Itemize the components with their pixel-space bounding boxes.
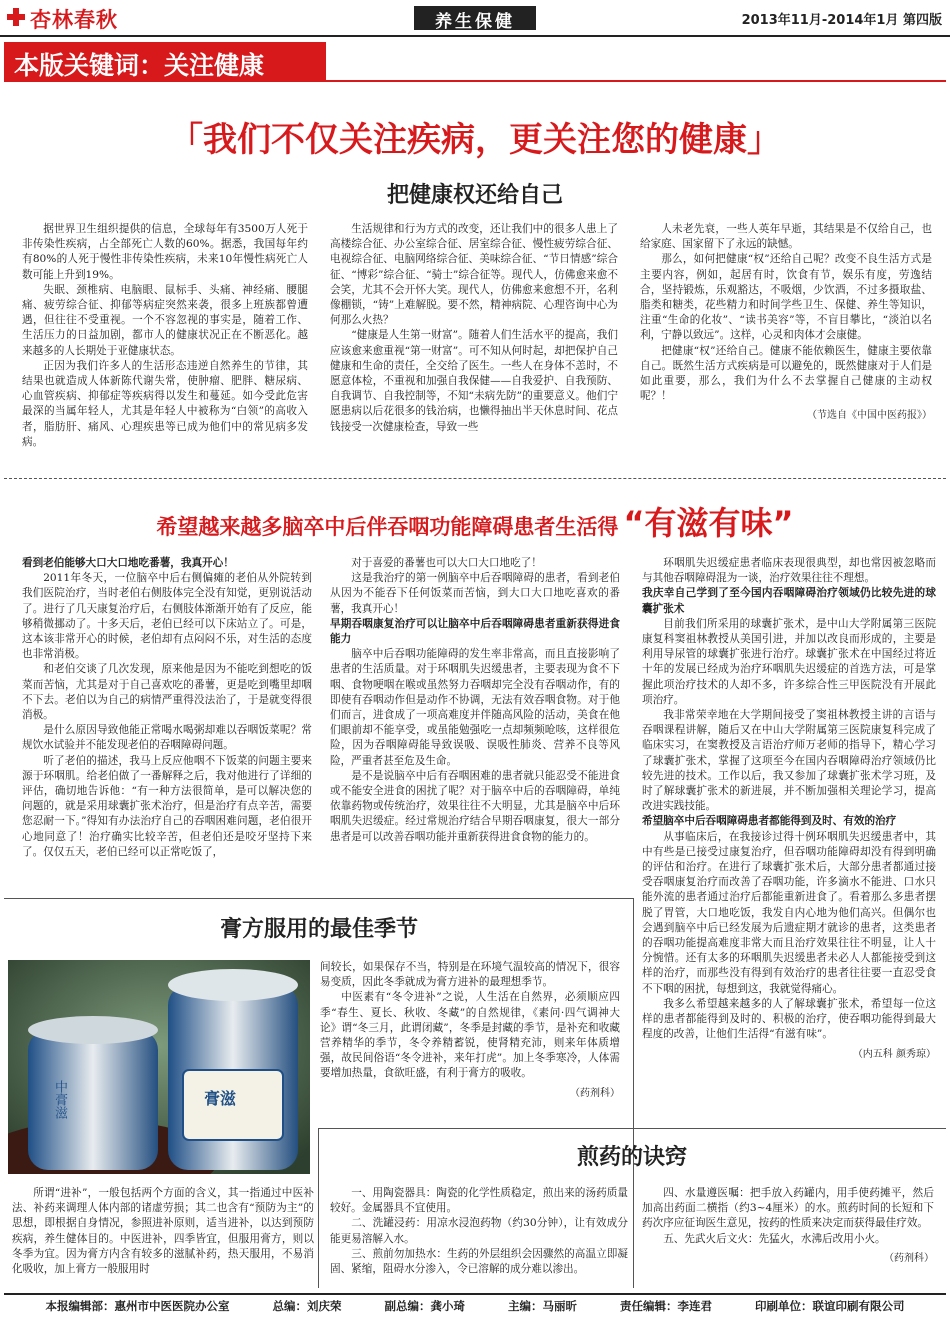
paragraph: 正因为我们许多人的生活形态违逆自然养生的节律，其结果也就造成人体新陈代谢失常，使肿瘤、肥胖、糖尿病、心血管疾病、抑郁症等疾病得以发生和蔓延。如今受此危害最深的当属年轻人，尤其是年轻人中被称为“白领”的高收入者，脂肪肝、痛风、心理疾患等已成为他们中的常见病多发病。 <box>22 359 308 448</box>
paragraph: 听了老伯的描述，我马上反应他咽不下饭菜的问题主要来源于环咽肌。给老伯做了一番解释之后，我对他进行了详细的评估，确切地告诉他：“有一种方法很简单，是可以解决您的问题的，就是采用球囊扩张术治疗，但是治疗有点辛苦，需要您忍耐一下。”得知有办法治疗自己的吞咽困难问题，老伯很开心地同意了！治疗确实比较辛苦，但老伯还是咬牙坚持下来了。仅仅五天，老伯已经可以正常吃饭了， <box>22 754 312 858</box>
footer-resp-editor: 责任编辑：李连君 <box>620 1299 712 1313</box>
paragraph: 对于喜爱的番薯也可以大口大口地吃了！ <box>351 557 542 569</box>
article1-source: （节选自《中国中医药报》） <box>807 410 932 422</box>
footer <box>0 1298 950 1316</box>
paragraph: 那么，如何把健康“权”还给自己呢？改变不良生活方式是主要内容，例如，起居有时，饮食有节，娱乐有度，劳逸结合，坚持锻炼，乐观豁达，不吸烟，少饮酒，不过多摄取盐、脂类和糖类，花些精力和时间学些卫生、保健、养生等知识，注重“生命的化妆”、“读书美容”等，不盲目攀比，“淡泊以名利，宁静以致远”。这样，心灵和肉体才会康健。 <box>640 253 932 342</box>
masthead-rule <box>0 35 950 37</box>
article1-col3 <box>640 222 932 462</box>
article2-col3 <box>642 556 936 1106</box>
article2-col2 <box>330 556 620 892</box>
keyword-text: 本版关键词：关注健康 <box>14 51 265 80</box>
article4-col2 <box>642 1186 934 1286</box>
paragraph: 中医素有“冬令进补”之说，人生活在自然界，必须顺应四季“春生、夏长、秋收、冬藏”的自然规律，《素问·四气调神大论》谓“冬三月，此谓闭藏”，冬季是封藏的季节，是补充和收藏营养精华的季节，冬令养精蓄锐，使肾精充沛，则来年体质增强，故民间俗语“冬令进补，来年打虎”。加上冬季寒冷，人体需要增加热量，食欲旺盛，有利于膏方的吸收。 <box>320 991 620 1080</box>
paragraph: 脑卒中后吞咽功能障碍的发生率非常高，而且直接影响了患者的生活质量。对于环咽肌失迟缓患者，主要表现为食不下咽、食物哽咽在喉或虽然努力吞咽却完全没有吞咽动作，有的即使有吞咽动作但是动作不协调，无法有效吞咽食物。对于他们而言，进食成了一项高难度并伴随高风险的活动，美食在他们眼前却不能享受，或虽能勉强吃一点却频频呛咳，这样很危险，因为吞咽障碍能导致误吸、误吸性肺炎、营养不良等风险，严重者甚至危及生命。 <box>330 648 620 767</box>
article1-title: 把健康权还给自己 <box>386 182 563 208</box>
footer-chief-editor: 主编：马丽昕 <box>508 1299 577 1313</box>
article1-col1 <box>22 222 308 457</box>
banner-rule <box>4 80 946 82</box>
subheading: 看到老伯能够大口大口地吃番薯，我真开心！ <box>22 557 234 569</box>
paragraph: 我多么希望越来越多的人了解球囊扩张术，希望每一位这样的患者都能得到及时的、积极的治疗，使吞咽功能得到最大程度的改善，让他们生活得“有滋有味”。 <box>642 997 936 1041</box>
article2-source: （内五科 颜秀琼） <box>852 1048 936 1060</box>
paragraph: 生活规律和行为方式的改变，还让我们中的很多人患上了高楼综合征、办公室综合征、居室综合征、慢性疲劳综合征、电视综合征、电脑网络综合征、美味综合征、“节日情感”综合征、“博彩”综合征、“骑士”综合征等。现代人，仿佛愈来愈不会笑，尤其不会开怀大笑。现代人，仿佛愈来愈想不开，名利像棚锁，“铸”上难解脱。要不然，精神病院、心理咨询中心为何那么火热？ <box>330 223 618 327</box>
paper-logo <box>6 4 166 32</box>
cross-icon <box>6 7 26 27</box>
paragraph: 从事临床后，在我接诊过得十例环咽肌失迟缓患者中，其中有些是已接受过康复治疗，但吞咽功能障碍却没有得到明确的评估和治疗。在进行了球囊扩张术后，大部分患者都通过接受吞咽康复治疗而改善了吞咽功能，许多滴水不能进、口水只能外流的患者通过治疗后都能重新进食了。看着那么多患者摆脱了胃管，大口地吃饭，我发自内心地为他们高兴。但偶尔也会遇到脑卒中后已经发展为后遗症期才就诊的患者，这类患者的吞咽功能提高难度非常大而且治疗效果往往不明显，让人十分惋惜。还有太多的环咽肌失迟缓患者未必人人都能接受到这样的治疗，而那些没有得到有效治疗的患者往往要一直忍受食不下咽的困扰，每想到这，我就觉得痛心。 <box>642 830 936 995</box>
paragraph: 四、水量遵医嘱：把手放入药罐内，用手使药摊平，然后加高出药面二横指（约3~4厘米）的水。煎药时间的长短和下药次序应征询医生意见，按药的性质来决定而获得最佳疗效。 <box>642 1187 934 1230</box>
article3-title: 膏方服用的最佳季节 <box>219 916 418 942</box>
paragraph: 人未老先衰，一些人英年早逝，其结果是不仅给自己，也给家庭、国家留下了永远的缺憾。 <box>640 223 932 251</box>
footer-editor-dept: 本报编辑部：惠州市中医医院办公室 <box>45 1299 230 1313</box>
paragraph: 这是我治疗的第一例脑卒中后吞咽障碍的患者，看到老伯从因为不能吞下任何饭菜而苦恼，到大口大口地吃喜欢的番薯，我真开心！ <box>330 572 620 615</box>
gaofang-jar-photo <box>8 960 310 1174</box>
issue-info: 2013年11月-2014年1月 第四版 <box>741 13 942 28</box>
paragraph: 是什么原因导致他能正常喝水喝粥却难以吞咽饭菜呢？常规饮水试验并不能发现老伯的吞咽障碍问题。 <box>22 724 312 752</box>
paragraph: 间较长，如果保存不当，特别是在环境气温较高的情况下，很容易变质，因此冬季就成为膏方进补的最理想季节。 <box>320 961 620 989</box>
subheading: 希望脑卒中后吞咽障碍患者都能得到及时、有效的治疗 <box>642 815 897 828</box>
paragraph: 和老伯交谈了几次发现，原来他是因为不能吃到想吃的饭菜而苦恼，尤其是对于自己喜欢吃的番薯，更是吃到嘴里却咽不下去。老伯以为自己的病情严重得没法治了，于是就变得很消极。 <box>22 663 312 722</box>
footer-rule <box>4 1293 946 1295</box>
paragraph: 2011年冬天，一位脑卒中后右侧偏瘫的老伯从外院转到我们医院治疗，当时老伯右侧肢体完全没有知觉，更别说活动了。进行了几天康复治疗后，右侧肢体渐渐开始有了反应，能够稍微挪动了。十多天后，老伯已经可以下床站立了。可是，这本该非常开心的时候，老伯却有点闷闷不乐，对生活的态度也非常消极。 <box>22 572 312 661</box>
footer-printer: 印刷单位：联谊印刷有限公司 <box>755 1299 905 1313</box>
paragraph: 是不是说脑卒中后有吞咽困难的患者就只能忍受不能进食或不能安全进食的困扰了呢？对于脑卒中后的吞咽障碍，单纯依靠药物或传统治疗，效果往往不大明显，尤其是脑卒中后环咽肌失迟缓症。经过常规治疗结合早期吞咽康复，很大一部分患者是可以改善吞咽功能并重新获得进食食物的能力的。 <box>330 769 620 843</box>
paragraph: 据世界卫生组织提供的信息，全球每年有3500万人死于非传染性疾病，占全部死亡人数的60%。据悉，我国每年约有80%的人死于慢性非传染性疾病，未来10年慢性病死亡人数可能上升到19%。 <box>22 223 308 281</box>
article2-title <box>0 498 950 544</box>
paragraph: 失眠、颈椎病、电脑眼、鼠标手、头痛、神经痛、腰腿痛、疲劳综合征、抑郁等病症突然来袭，很多上班族都曾遭遇，但往往不受重视。一个不容忽视的事实是，随着工作、生活压力的日益加剧，都市人的健康状况正在不断恶化。越来越多的人长期处于亚健康状态。 <box>22 283 308 357</box>
subheading: 我庆幸自己学到了至今国内吞咽障碍治疗领域仍比较先进的球囊扩张术 <box>642 587 936 615</box>
jar-label: 膏滋 <box>204 1089 237 1108</box>
paragraph: 我非常荣幸地在大学期间接受了窦祖林教授主讲的言语与吞咽课程讲解，随后又在中山大学附属第三医院康复科完成了临床实习，在窦教授及言语治疗师万老师的指导下，精心学习了球囊扩张术，掌握了这项至今在国内吞咽障碍治疗领域仍比较先进的技术。工作以后，我又参加了球囊扩张术学习班，及时了解球囊扩张术的新进展，并不断加强相关理论学习，提高改进实践技能。 <box>642 709 936 813</box>
paragraph: 目前我们所采用的球囊扩张术，是中山大学附属第三医院康复科窦祖林教授从美国引进，并加以改良而形成的，主要是利用导尿管的球囊扩张进行治疗。球囊扩张术在中国经过将近十年的发展已经成为治疗环咽肌失迟缓症的首选方法，可是掌握此项治疗技术的人却不多，许多综合性三甲医院没有开展此项治疗。 <box>642 617 936 706</box>
paragraph: 所谓“进补”，一般包括两个方面的含义，其一指通过中医补法、补药来调理人体内部的诸虚劳损；其二也含有“预防为主”的思想，即根据自身情况，参照进补原则，适当进补，以达到预防疾病，养生健体目的。中医进补，四季皆宜，但服用膏方，则以冬季为宜。因为膏方内含有较多的滋腻补药，热天服用，不易消化吸收，加上膏方一般服用时 <box>12 1187 314 1276</box>
subheading: 早期吞咽康复治疗可以让脑卒中后吞咽障碍患者重新获得进食能力 <box>330 617 620 646</box>
footer-chief: 总编：刘庆荣 <box>272 1299 342 1313</box>
page-headline: 「我们不仅关注疾病，更关注您的健康」 <box>169 120 781 160</box>
article4-source: （药剂科） <box>884 1252 934 1264</box>
keyword-banner <box>4 42 326 80</box>
article2-title-main: 希望越来越多脑卒中后伴吞咽功能障碍患者生活得 <box>156 515 619 539</box>
jar-label: 中膏滋 <box>52 1080 67 1119</box>
section-divider <box>4 478 946 479</box>
article2-title-quote: “有滋有味” <box>623 504 794 542</box>
section-label-box <box>414 6 536 30</box>
paragraph: 五、先武火后文火：先猛火，水沸后改用小火。 <box>663 1232 886 1245</box>
article4-col1 <box>330 1186 628 1286</box>
article3-bottom <box>12 1186 314 1286</box>
article4-title: 煎药的诀窍 <box>576 1144 687 1170</box>
paragraph: 二、洗罐浸药：用凉水浸泡药物（约30分钟），让有效成分能更易溶解入水。 <box>330 1217 628 1245</box>
section-label: 养生保健 <box>435 12 515 32</box>
article1-col2 <box>330 222 618 457</box>
paragraph: 三、煎前勿加热水：生药的外层组织会因骤然的高温立即凝固、紧缩，阻碍水分渗入，令已溶解的成分难以渗出。 <box>330 1247 628 1276</box>
paragraph: 环咽肌失迟缓症患者临床表现很典型，却也常因被忽略而与其他吞咽障碍混为一谈，治疗效果往往不理想。 <box>642 557 936 585</box>
paragraph: 一、用陶瓷器具：陶瓷的化学性质稳定，煎出来的汤药质量较好。金属器具不宜使用。 <box>330 1187 628 1215</box>
article2-col1 <box>22 556 312 892</box>
article3-source: （药剂科） <box>570 1087 620 1099</box>
paragraph: 把健康“权”还给自己。健康不能依赖医生，健康主要依靠自己。既然生活方式疾病是可以避免的，既然健康对于人们是如此重要，那么，我们为什么不去掌握自己健康的主动权呢？！ <box>640 344 932 403</box>
paragraph: “健康是人生第一财富”。随着人们生活水平的提高，我们应该愈来愈重视“第一财富”。可不知从何时起，却把保护自己健康和生命的责任，全交给了医生。一些人在身体不恙时，不愿意体检，不重视和加强自我保健——自我爱护、自我预防、自我调节、自我控制等，不知“未病先防”的重要意义。他们宁愿患病以后花很多的钱治病，也懒得抽出半天休息时间、花点钱接受一次健康检查，导致一些 <box>330 329 618 433</box>
footer-deputy: 副总编：龚小琦 <box>384 1299 465 1313</box>
masthead <box>0 0 950 36</box>
paper-name: 杏林春秋 <box>30 8 118 32</box>
